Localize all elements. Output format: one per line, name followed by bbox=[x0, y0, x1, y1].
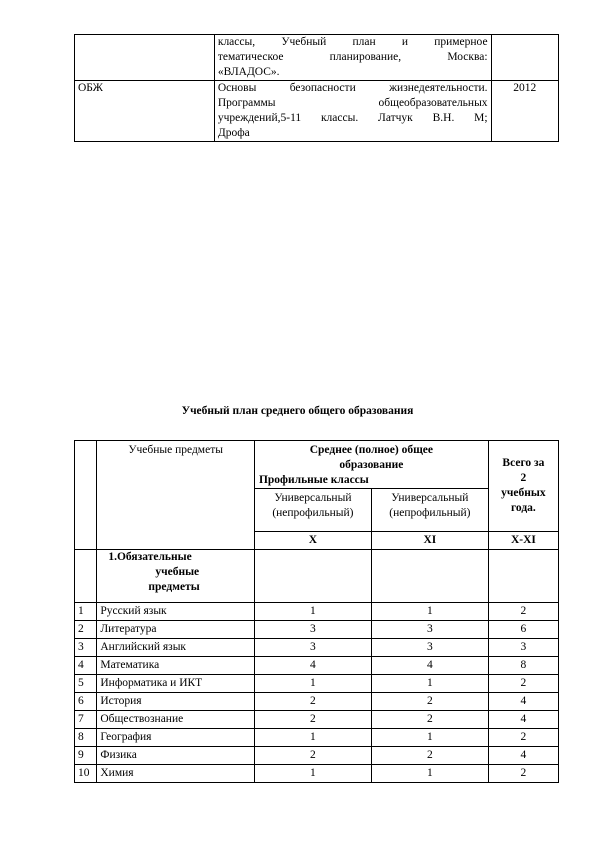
row-grade-xi: 1 bbox=[371, 603, 488, 621]
universal-line1: Универсальный bbox=[391, 492, 469, 504]
row-num: 7 bbox=[75, 711, 97, 729]
description-line: «ВЛАДОС». bbox=[217, 66, 280, 78]
row-subject: История bbox=[97, 693, 255, 711]
header-universal-xi bbox=[371, 489, 488, 532]
row-subject: Английский язык bbox=[97, 639, 255, 657]
row-grade-xi: 2 bbox=[371, 693, 488, 711]
table-row bbox=[75, 747, 559, 765]
top-subject-cell bbox=[75, 35, 215, 81]
row-total: 3 bbox=[488, 639, 558, 657]
row-total: 2 bbox=[488, 765, 558, 783]
row-grade-xi: 1 bbox=[371, 729, 488, 747]
table-row bbox=[75, 729, 559, 747]
row-num: 4 bbox=[75, 657, 97, 675]
row-num: 8 bbox=[75, 729, 97, 747]
table-row bbox=[75, 639, 559, 657]
section-line2: учебные bbox=[155, 566, 200, 578]
row-total: 6 bbox=[488, 621, 558, 639]
row-num: 9 bbox=[75, 747, 97, 765]
row-total: 4 bbox=[488, 747, 558, 765]
section-line1: 1.Обязательные bbox=[108, 551, 192, 563]
section-total-cell bbox=[488, 550, 558, 603]
row-total: 2 bbox=[488, 729, 558, 747]
row-num: 10 bbox=[75, 765, 97, 783]
header-total-line3: учебных bbox=[501, 487, 546, 499]
universal-line2: (непрофильный) bbox=[389, 507, 471, 519]
header-grade-total: X-XI bbox=[488, 532, 558, 550]
description-line: учреждений,5-11 классы. Латчук В.Н. М; bbox=[217, 112, 488, 124]
description-line: Дрофа bbox=[217, 127, 250, 139]
row-subject: Информатика и ИКТ bbox=[97, 675, 255, 693]
header-level-line2: образование bbox=[339, 459, 404, 471]
row-total: 8 bbox=[488, 657, 558, 675]
header-total-line4: года. bbox=[511, 502, 536, 514]
row-grade-x: 1 bbox=[254, 765, 371, 783]
table-row bbox=[75, 621, 559, 639]
table-row bbox=[75, 711, 559, 729]
row-grade-xi: 1 bbox=[371, 675, 488, 693]
header-level-cell bbox=[254, 441, 488, 489]
row-subject: Обществознание bbox=[97, 711, 255, 729]
row-subject: География bbox=[97, 729, 255, 747]
table-row bbox=[75, 693, 559, 711]
header-subjects: Учебные предметы bbox=[97, 441, 255, 550]
header-total-cell bbox=[488, 441, 558, 532]
plan-body bbox=[75, 603, 559, 783]
row-grade-x: 2 bbox=[254, 693, 371, 711]
top-row-2 bbox=[75, 81, 559, 142]
header-grade-xi: XI bbox=[371, 532, 488, 550]
plan-section-row bbox=[75, 550, 559, 603]
row-num: 2 bbox=[75, 621, 97, 639]
row-grade-x: 2 bbox=[254, 747, 371, 765]
row-grade-xi: 2 bbox=[371, 747, 488, 765]
top-table bbox=[74, 34, 559, 142]
description-line: классы, Учебный план и примерное bbox=[217, 36, 488, 48]
table-row bbox=[75, 657, 559, 675]
top-row-1 bbox=[75, 35, 559, 81]
row-grade-x: 4 bbox=[254, 657, 371, 675]
table-row bbox=[75, 675, 559, 693]
row-grade-x: 1 bbox=[254, 729, 371, 747]
row-num: 6 bbox=[75, 693, 97, 711]
header-grade-x: X bbox=[254, 532, 371, 550]
row-grade-xi: 3 bbox=[371, 621, 488, 639]
row-grade-x: 3 bbox=[254, 621, 371, 639]
section-x-cell bbox=[254, 550, 371, 603]
row-grade-xi: 2 bbox=[371, 711, 488, 729]
row-total: 2 bbox=[488, 675, 558, 693]
top-year-cell: 2012 bbox=[491, 81, 558, 142]
row-total: 4 bbox=[488, 693, 558, 711]
row-subject: Физика bbox=[97, 747, 255, 765]
section-line3: предметы bbox=[148, 581, 200, 593]
row-num: 3 bbox=[75, 639, 97, 657]
top-subject-cell: ОБЖ bbox=[75, 81, 215, 142]
row-subject: Литература bbox=[97, 621, 255, 639]
row-grade-x: 1 bbox=[254, 603, 371, 621]
row-subject: Русский язык bbox=[97, 603, 255, 621]
row-grade-xi: 4 bbox=[371, 657, 488, 675]
table-row bbox=[75, 603, 559, 621]
header-total-line1: Всего за bbox=[502, 457, 545, 469]
row-grade-xi: 3 bbox=[371, 639, 488, 657]
row-num: 1 bbox=[75, 603, 97, 621]
row-total: 2 bbox=[488, 603, 558, 621]
top-year-cell bbox=[491, 35, 558, 81]
header-profile-classes: Профильные классы bbox=[258, 474, 369, 486]
row-grade-x: 1 bbox=[254, 675, 371, 693]
section-num-cell bbox=[75, 550, 97, 603]
plan-title: Учебный план среднего общего образования bbox=[181, 405, 414, 417]
header-num-cell bbox=[75, 441, 97, 550]
plan-table bbox=[74, 440, 559, 783]
row-grade-x: 2 bbox=[254, 711, 371, 729]
row-subject: Математика bbox=[97, 657, 255, 675]
top-description-cell bbox=[214, 35, 491, 81]
description-line: тематическое планирование, Москва: bbox=[217, 51, 488, 63]
table-row bbox=[75, 765, 559, 783]
top-description-cell bbox=[214, 81, 491, 142]
header-level-line1: Среднее (полное) общее bbox=[309, 444, 434, 456]
row-grade-x: 3 bbox=[254, 639, 371, 657]
description-line: Программы общеобразовательных bbox=[217, 97, 488, 109]
universal-line1: Универсальный bbox=[274, 492, 352, 504]
section-title bbox=[97, 550, 255, 603]
plan-header-row-1 bbox=[75, 441, 559, 489]
row-grade-xi: 1 bbox=[371, 765, 488, 783]
description-line: Основы безопасности жизнедеятельности. bbox=[217, 82, 488, 94]
universal-line2: (непрофильный) bbox=[272, 507, 354, 519]
row-num: 5 bbox=[75, 675, 97, 693]
row-subject: Химия bbox=[97, 765, 255, 783]
header-total-line2: 2 bbox=[520, 472, 527, 484]
row-total: 4 bbox=[488, 711, 558, 729]
section-xi-cell bbox=[371, 550, 488, 603]
header-universal-x bbox=[254, 489, 371, 532]
